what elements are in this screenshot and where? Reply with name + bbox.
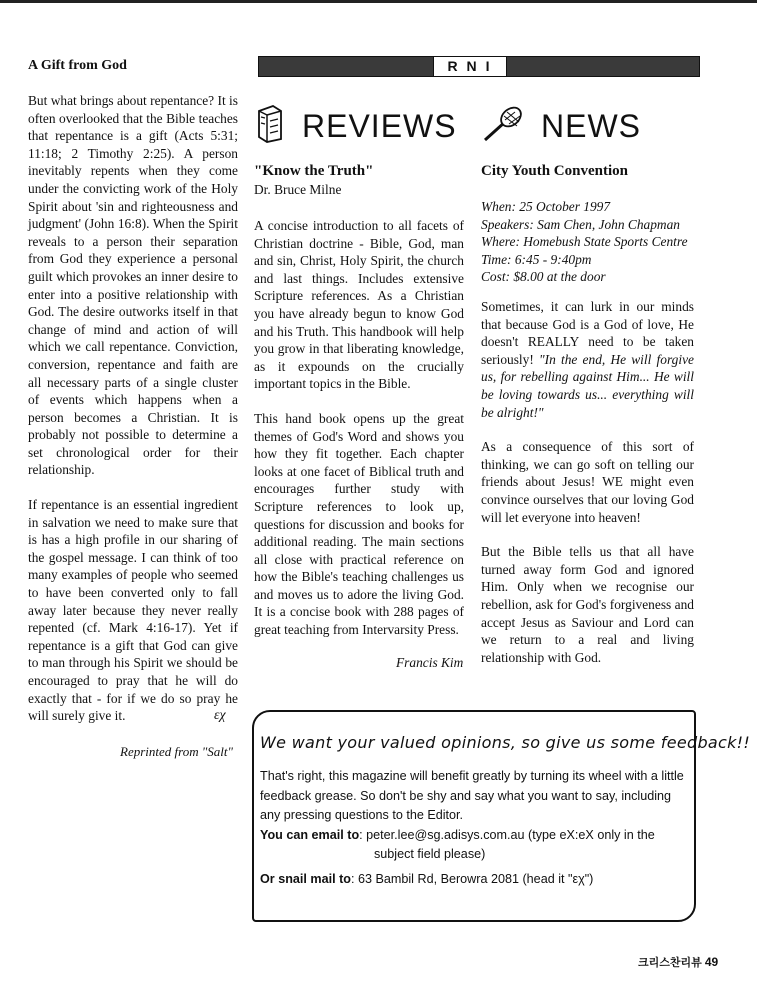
reprint-credit: Reprinted from "Salt" [120, 744, 233, 759]
news-headline: City Youth Convention [481, 163, 628, 179]
event-cost: Cost: $8.00 at the door [481, 269, 606, 285]
event-speakers: Speakers: Sam Chen, John Chapman [481, 216, 680, 232]
feedback-text [260, 767, 688, 890]
review-paragraph-2: This hand book opens up the great themes of God's Word and shows you how they fit together. Each chapter looks at one facet of Biblical truth and encourages further study with Scripture references to look up, questions for discussion and books for additional reading. The main sections all close with practical reference on how the Bible's teaching challenges us and moves us to adore the living God. It is a concise book with 288 pages of great teaching from Intervarsity Press. [254, 410, 464, 638]
left-column [28, 92, 238, 742]
feedback-heading: We want your valued opinions, so give us some feedback!! [260, 733, 751, 752]
mail-text: : 63 Bambil Rd, Berowra 2081 (head it "εχ") [350, 871, 594, 886]
news-paragraph-1-quote: "In the end, He will forgive us, for rebelling against Him... He will be loving towards us... everything will be alright!" [481, 351, 694, 420]
event-time: Time: 6:45 - 9:40pm [481, 251, 592, 267]
event-when: When: 25 October 1997 [481, 199, 611, 214]
review-author: Dr. Bruce Milne [254, 182, 342, 197]
event-where: Where: Homebush State Sports Centre [481, 234, 688, 250]
feedback-body: That's right, this magazine will benefit greatly by turning its wheel with a little feedback grease. So don't be shy and say what you want to say, including any pressing questions to the Editor. [260, 769, 684, 823]
book-icon [255, 103, 285, 143]
email-text: : peter.lee@sg.adisys.com.au (type eX:eX only in the [359, 827, 655, 842]
banner-label: RNI [433, 56, 507, 77]
email-subject-note: subject field please) [374, 847, 486, 862]
news-paragraph-1 [481, 298, 694, 421]
page-number: 49 [704, 955, 719, 969]
end-mark: εχ [214, 708, 226, 723]
reviews-title: REVIEWS [302, 108, 457, 144]
microphone-icon [481, 104, 525, 144]
news-column [481, 298, 694, 683]
email-label: You can email to [260, 827, 360, 842]
event-details [481, 198, 688, 286]
news-paragraph-3: But the Bible tells us that all have turned away form God and ignored Him. Only when we recognise our rebellion, ask for God's forgiveness and accept Jesus as Saviour and Lord can we return to a real and living relationship with God. [481, 544, 694, 665]
reviews-column [254, 217, 464, 656]
review-paragraph-1: A concise introduction to all facets of Christian doctrine - Bible, God, man and sin, Christ, Holy Spirit, the church and last things. Includes extensive Scripture references. As a Christian you have already begun to know God and his Truth. This handbook will help you grow in that liberating knowledge, as it expounds on the crucially important topics in the Bible. [254, 218, 464, 392]
news-title: NEWS [541, 108, 641, 144]
review-signature: Francis Kim [396, 655, 464, 670]
publication-name: 크리스찬리뷰 [638, 957, 702, 969]
feedback-email-line [260, 826, 688, 846]
news-paragraph-1-plain: Sometimes, it can lurk in our minds that because God is a God of love, He doesn't REALLY need to be taken seriously! [481, 299, 694, 367]
mail-label: Or snail mail to [260, 871, 351, 886]
news-paragraph-2: As a consequence of this sort of thinking, we can go soft on telling our friends about Jesus! WE might even convince ourselves that our loving God will let everyone into heaven! [481, 439, 694, 525]
feedback-mail-line [260, 870, 688, 890]
left-paragraph-2: If repentance is an essential ingredient in salvation we need to make sure that is has a high profile in our sharing of the gospel message. I can think of too many examples of people who seemed to have been converted only to fall away later because they never really repented (cf. Mark 4:16-17). Yet if repentance is a gift that God can give to man through his Spirit we should be encouraged to pray that he will do exactly that - for if we do so pray he will surely give it. [28, 497, 238, 724]
review-book-title: "Know the Truth" [254, 163, 374, 179]
top-rule [0, 0, 757, 3]
left-heading: A Gift from God [28, 58, 127, 73]
left-paragraph-1: But what brings about repentance? It is often overlooked that the Bible teaches that repentance is a gift (Acts 5:31; 11:18; 2 Timothy 2:25). A person inevitably repents when they come under the convicting work of the Holy Spirit about 'sin and righteousness and judgment' (John 16:8). When the Spirit reveals to a person their separation from God they experience a personal guilt which provokes an inner desire to enter into a positive relationship with God. The desire outworks itself in that change of mind and action of will which we call repentance. Conviction, conversion, repentance and faith are all necessary parts of a single cluster of events which happens when a person becomes a Christian. It is probably not possible to determine a set chronological order for their relationship. [28, 93, 238, 478]
page-footer [638, 954, 718, 970]
